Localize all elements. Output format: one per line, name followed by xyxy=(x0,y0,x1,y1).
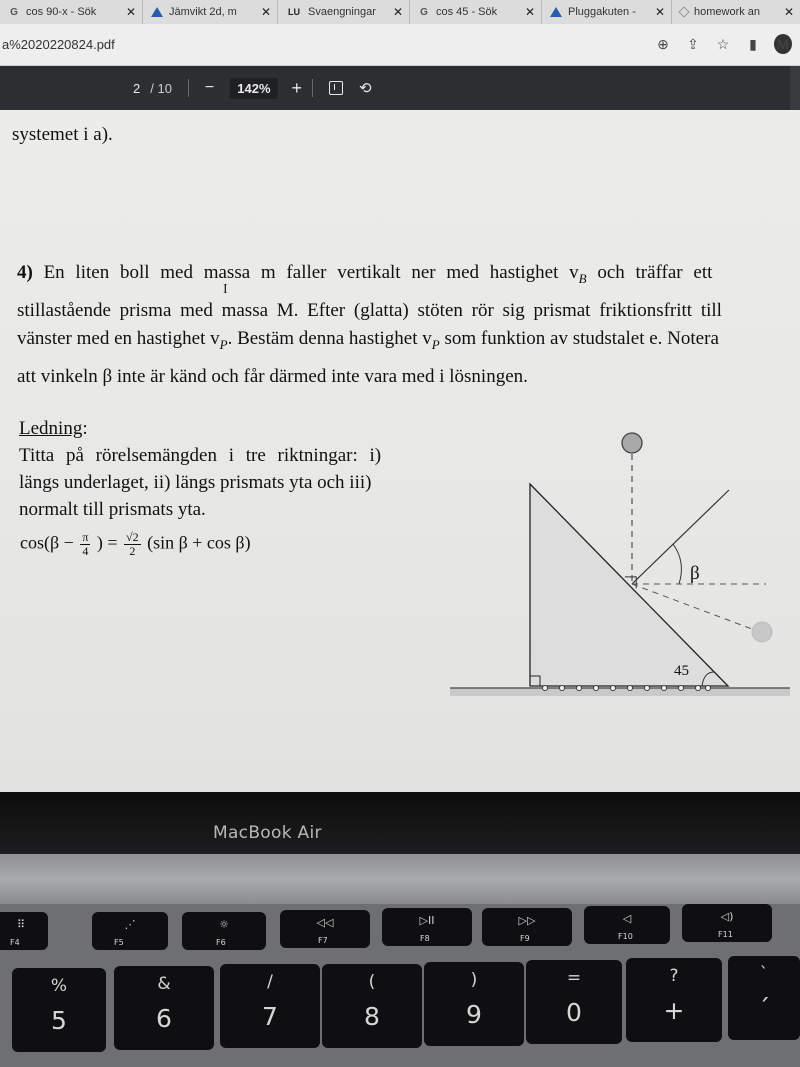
hint-line-1: Titta på rörelsemängden i tre riktningar: i) xyxy=(19,445,382,466)
google-icon: G xyxy=(420,6,428,18)
key-label: F7 xyxy=(318,936,328,945)
prism-triangle xyxy=(530,484,728,686)
fast-forward-icon: ▷▷ xyxy=(518,914,536,927)
tab-svaengningar[interactable] xyxy=(278,0,410,24)
tab-jamvikt[interactable] xyxy=(143,0,278,24)
formula-part: (sin β + cos β) xyxy=(147,532,251,553)
key-f10[interactable] xyxy=(584,906,670,944)
beta-arc xyxy=(673,544,681,584)
subscript: P xyxy=(431,336,440,352)
key-shift-symbol: ` xyxy=(759,964,769,984)
text-span: som funktion av studstalet e. Notera xyxy=(444,328,719,349)
ground-surface xyxy=(450,688,790,696)
fraction-numerator: π xyxy=(82,530,89,544)
tab-title: cos 45 - Sök xyxy=(436,6,498,18)
key-label: F11 xyxy=(718,930,733,939)
key-label: F5 xyxy=(114,938,124,947)
key-label: F9 xyxy=(520,934,530,943)
fit-page-icon[interactable] xyxy=(329,81,343,95)
key-main-symbol: 7 xyxy=(262,1002,278,1031)
key-shift-symbol: / xyxy=(267,972,273,992)
key-shift-symbol: ) xyxy=(470,970,478,990)
key-label: F6 xyxy=(216,938,226,947)
key-label: F10 xyxy=(618,932,633,941)
text-span: vänster med en hastighet v xyxy=(17,328,220,349)
share-icon[interactable]: ⇪ xyxy=(687,35,699,52)
ball-before xyxy=(622,433,642,453)
key-6[interactable] xyxy=(114,966,214,1050)
problem-statement-line-1 xyxy=(17,262,712,287)
close-icon[interactable]: ✕ xyxy=(392,5,404,19)
page-number-input[interactable]: 2 xyxy=(133,80,141,96)
text-span: . Bestäm denna hastighet v xyxy=(227,328,432,349)
google-icon: G xyxy=(10,6,18,18)
tab-pluggakuten[interactable] xyxy=(542,0,672,24)
ball-after xyxy=(752,622,772,642)
text-cursor-icon: I xyxy=(223,282,228,297)
pdf-toolbar xyxy=(0,66,800,110)
key-8[interactable] xyxy=(322,964,422,1048)
text-line: systemet i a). xyxy=(12,124,113,145)
problem-statement-line-4: att vinkeln β inte är känd och får därmed inte vara med i lösningen. xyxy=(17,366,528,387)
zoom-out-button[interactable]: − xyxy=(204,79,215,96)
base-angle-label: 45 xyxy=(674,663,689,679)
key-main-symbol: 8 xyxy=(364,1002,380,1031)
close-icon[interactable]: ✕ xyxy=(524,5,536,19)
key-main-symbol: 5 xyxy=(51,1006,67,1035)
flashback-icon xyxy=(151,7,163,17)
tab-title: Jämvikt 2d, m xyxy=(169,6,237,18)
bookmark-star-icon[interactable]: ☆ xyxy=(716,35,730,52)
key-5[interactable] xyxy=(12,968,106,1052)
brand-label: MacBook Air xyxy=(213,823,322,843)
key-plus[interactable] xyxy=(626,958,722,1042)
play-pause-icon: ▷II xyxy=(419,914,435,927)
tab-title: homework an xyxy=(694,6,761,18)
hint-line-3: normalt till prismats yta. xyxy=(19,499,206,520)
fraction-denominator: 4 xyxy=(82,544,89,558)
key-f9[interactable] xyxy=(482,908,572,946)
key-main-symbol: 6 xyxy=(156,1004,172,1033)
fraction-pi-4 xyxy=(80,531,90,558)
close-icon[interactable]: ✕ xyxy=(783,5,795,19)
problem-number: 4) xyxy=(17,262,33,283)
url-field[interactable]: a%2020220824.pdf xyxy=(2,37,115,52)
toolbar-divider xyxy=(188,79,189,97)
text-span: och träffar ett xyxy=(597,262,713,283)
keyboard-deck xyxy=(0,904,800,1067)
key-main-symbol: + xyxy=(663,996,685,1025)
laptop-hinge xyxy=(0,854,800,904)
key-shift-symbol: ? xyxy=(669,966,679,986)
key-label: F8 xyxy=(420,934,430,943)
close-icon[interactable]: ✕ xyxy=(125,5,137,19)
key-f11[interactable] xyxy=(682,904,772,942)
key-f5[interactable] xyxy=(92,912,168,950)
laptop-body xyxy=(0,792,800,1067)
hint-colon: : xyxy=(82,418,88,439)
zoom-level[interactable]: 142% xyxy=(230,78,277,99)
key-f4[interactable] xyxy=(0,912,48,950)
text-span: En liten boll med massa m faller vertikalt ner med hastighet v xyxy=(43,262,579,283)
sidebar-icon[interactable]: ▮ xyxy=(749,35,757,52)
pluggakuten-icon xyxy=(550,7,562,17)
fraction-sqrt2-2 xyxy=(124,531,141,558)
key-main-symbol: ´ xyxy=(757,994,771,1023)
close-icon[interactable]: ✕ xyxy=(260,5,272,19)
key-label: F4 xyxy=(10,938,20,947)
toolbar-divider xyxy=(312,79,313,97)
fraction-denominator: 2 xyxy=(129,544,136,558)
hint-title xyxy=(19,418,88,440)
zoom-icon[interactable]: ⊕ xyxy=(657,35,669,52)
tab-cos-45[interactable] xyxy=(410,0,542,24)
address-bar-actions xyxy=(654,34,792,54)
key-7[interactable] xyxy=(220,964,320,1048)
address-bar xyxy=(0,24,800,66)
key-0[interactable] xyxy=(526,960,622,1044)
tab-title: Svaengningar xyxy=(308,6,376,18)
rewind-icon: ◁◁ xyxy=(316,916,334,929)
key-main-symbol: 9 xyxy=(466,1000,482,1029)
pdf-page xyxy=(0,110,800,792)
homework-icon xyxy=(678,6,689,17)
key-main-symbol: 0 xyxy=(566,998,582,1027)
problem-statement-line-2: stillastående prisma med massa M. Efter (glatta) stöten rör sig prismat friktionsfritt till xyxy=(17,300,722,321)
keyboard-dim-icon: ⋰ xyxy=(124,918,136,931)
fraction-numerator: √2 xyxy=(126,530,139,544)
tab-cos-90[interactable] xyxy=(0,0,143,24)
key-9[interactable] xyxy=(424,962,524,1046)
formula-part: cos(β − xyxy=(20,532,74,553)
beta-label: β xyxy=(690,563,700,584)
tab-title: Pluggakuten - xyxy=(568,6,636,18)
keyboard-bright-icon: ☼ xyxy=(219,918,229,931)
rotate-icon[interactable]: ⟲ xyxy=(359,80,372,97)
key-f8[interactable] xyxy=(382,908,472,946)
hint-line-2: längs underlaget, ii) längs prismats yta och iii) xyxy=(19,472,372,493)
problem-statement-line-3 xyxy=(17,328,719,353)
key-f7[interactable] xyxy=(280,910,370,948)
subscript: B xyxy=(578,270,587,286)
formula xyxy=(20,531,251,558)
key-shift-symbol: & xyxy=(157,974,171,994)
surface-normal-line xyxy=(632,490,729,584)
launchpad-icon: ⠿ xyxy=(16,918,26,931)
key-accent[interactable] xyxy=(728,956,800,1040)
prism-diagram xyxy=(446,426,791,716)
screen-bezel xyxy=(0,792,800,854)
zoom-in-button[interactable]: + xyxy=(291,77,303,98)
key-shift-symbol: = xyxy=(566,968,582,988)
key-shift-symbol: % xyxy=(50,976,68,996)
profile-avatar[interactable]: M xyxy=(774,34,792,54)
subscript: P xyxy=(219,336,228,352)
toolbar-edge xyxy=(790,66,800,110)
volume-down-icon: ◁) xyxy=(720,910,734,923)
key-f6[interactable] xyxy=(182,912,266,950)
page-total: / 10 xyxy=(150,80,172,96)
close-icon[interactable]: ✕ xyxy=(654,5,666,19)
mute-icon: ◁ xyxy=(622,912,632,925)
tab-title: cos 90-x - Sök xyxy=(26,6,97,18)
browser-tab-strip xyxy=(0,0,800,24)
key-shift-symbol: ( xyxy=(368,972,376,992)
hint-title-text: Ledning xyxy=(19,418,83,439)
lu-icon: LU xyxy=(288,7,300,17)
formula-part: ) = xyxy=(96,532,118,553)
tab-homework[interactable] xyxy=(672,0,800,24)
